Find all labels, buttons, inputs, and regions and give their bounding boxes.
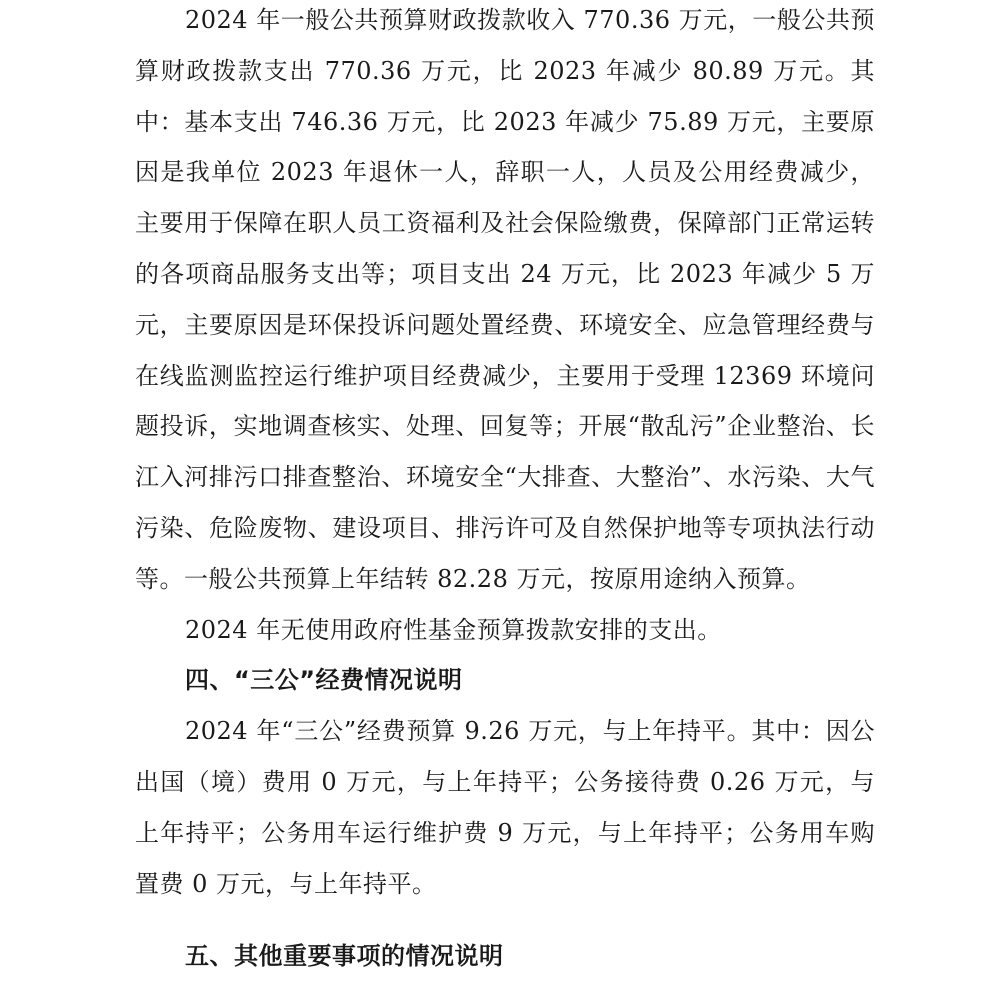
section-heading-three-public-expenses: 四、“三公”经费情况说明 bbox=[185, 666, 463, 695]
paragraph-budget-appropriation: 2024 年一般公共预算财政拨款收入 770.36 万元，一般公共预算财政拨款支出 770.36 万元，比 2023 年减少 80.89 万元。其中：基本支出 746.36 万元，比 2023 年减少 75.89 万元，主要原因是我单位 2023 年退休一人，辞职一人，人员及公用经费减少，主要用于保障在职人员工资福利及社会保险缴费，保障部门正常运转的各项商品服务支出等；项目支出 24 万元，比 2023 年减少 5 万元，主要原因是环保投诉问题处置经费、环境安全、应急管理经费与在线监测监控运行维护项目经费减少，主要用于受理 12369 环境问题投诉，实地调查核实、处理、回复等；开展“散乱污”企业整治、长江入河排污口排查整治、环境安全“大排查、大整治”、水污染、大气污染、危险废物、建设项目、排污许可及自然保护地等专项执法行动等。一般公共预算上年结转 82.28 万元，按原用途纳入预算。 bbox=[135, 6, 875, 593]
document-page bbox=[135, 0, 875, 982]
paragraph-government-fund: 2024 年无使用政府性基金预算拨款安排的支出。 bbox=[185, 615, 722, 644]
paragraph-three-public-expenses: 2024 年“三公”经费预算 9.26 万元，与上年持平。其中：因公出国（境）费用 0 万元，与上年持平；公务接待费 0.26 万元，与上年持平；公务用车运行维护费 9 万元，与上年持平；公务用车购置费 0 万元，与上年持平。 bbox=[135, 717, 875, 898]
section-heading-other-matters: 五、其他重要事项的情况说明 bbox=[185, 942, 504, 971]
